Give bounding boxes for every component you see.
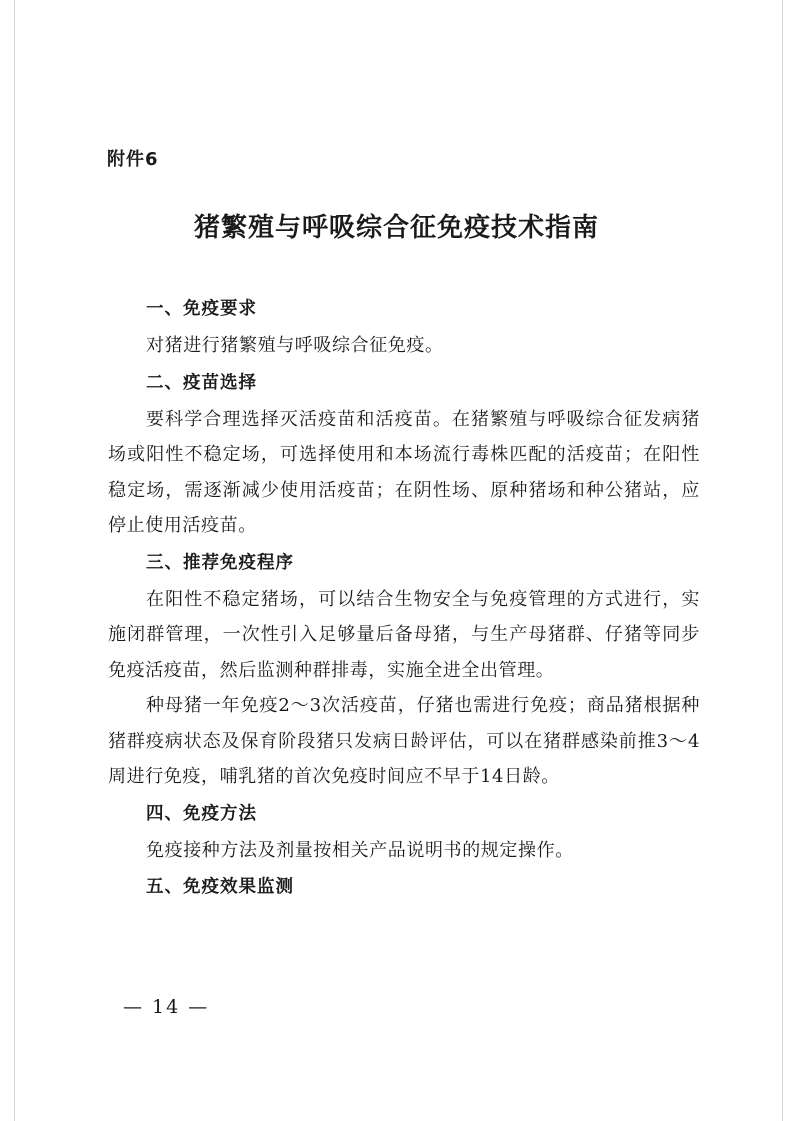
scan-edge-left (14, 0, 15, 1121)
attachment-label: 附件6 (107, 149, 159, 170)
page-number: — 14 — (123, 996, 210, 1018)
section-1-paragraph-1: 对猪进行猪繁殖与呼吸综合征免疫。 (146, 335, 444, 356)
section-heading-2: 二、疫苗选择 (146, 372, 257, 393)
section-3-paragraph-1: 在阳性不稳定猪场，可以结合生物安全与免疫管理的方式进行，实施闭群管理，一次性引入足够量后备母猪，与生产母猪群、仔猪等同步免疫活疫苗，然后监测种群排毒，实施全进全出管理。 (108, 588, 700, 681)
section-heading-1: 一、免疫要求 (146, 299, 257, 319)
section-3-paragraph-2: 种母猪一年免疫2～3次活疫苗，仔猪也需进行免疫；商品猪根据种猪群疫病状态及保育阶段猪只发病日龄评估，可以在猪群感染前推3～4周进行免疫，哺乳猪的首次免疫时间应不早于14日龄。 (108, 695, 700, 787)
document-title: 猪繁殖与呼吸综合征免疫技术指南 (193, 213, 599, 243)
scan-edge-right (782, 0, 783, 1121)
section-heading-3: 三、推荐免疫程序 (146, 552, 294, 573)
section-heading-4: 四、免疫方法 (146, 803, 257, 824)
document-body (108, 290, 700, 906)
section-2-paragraph-1: 要科学合理选择灭活疫苗和活疫苗。在猪繁殖与呼吸综合征发病猪场或阳性不稳定场，可选择使用和本场流行毒株匹配的活疫苗；在阳性稳定场，需逐渐减少使用活疫苗；在阴性场、原种猪场和种公猪站，应停止使用活疫苗。 (108, 408, 700, 536)
section-heading-5: 五、免疫效果监测 (146, 877, 294, 897)
section-4-paragraph-1: 免疫接种方法及剂量按相关产品说明书的规定操作。 (146, 839, 574, 861)
